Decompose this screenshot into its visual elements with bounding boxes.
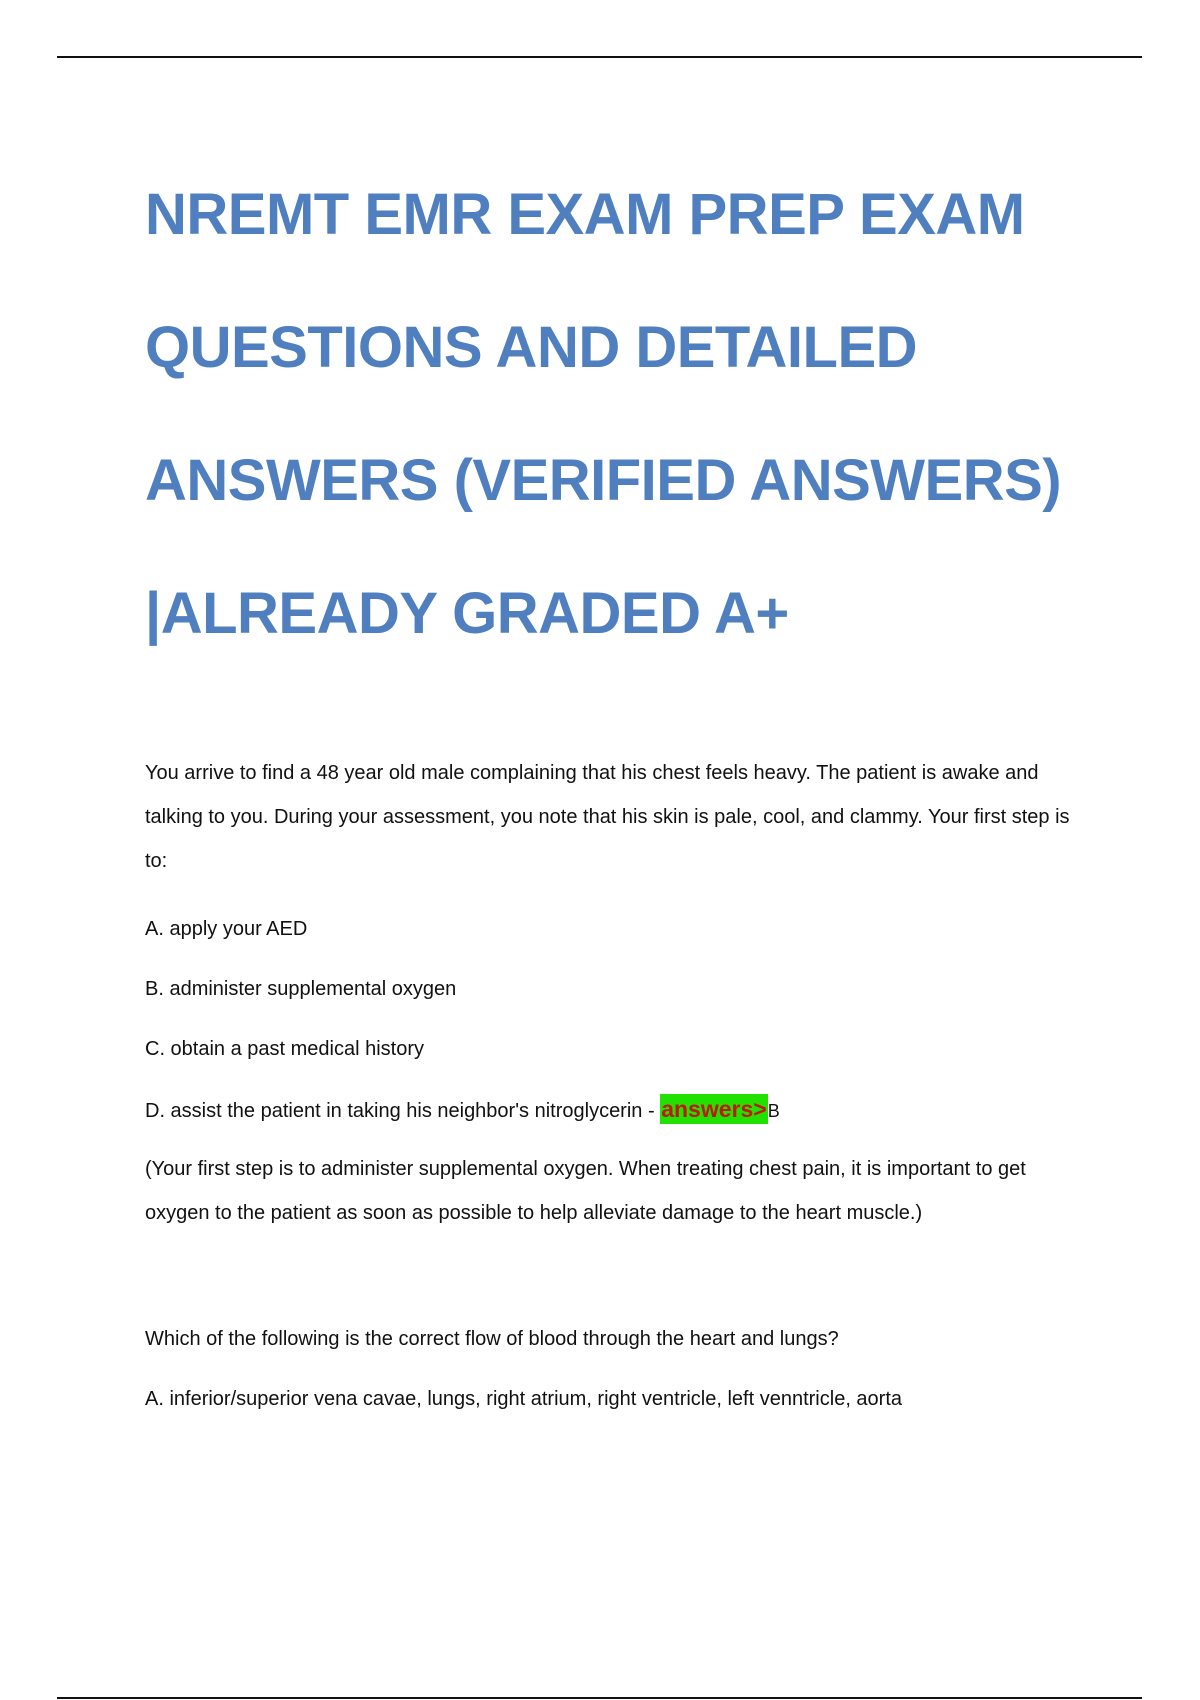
title-line-1: NREMT EMR EXAM PREP EXAM <box>145 182 1025 247</box>
question-1-option-a: A. apply your AED <box>145 918 308 940</box>
title-line-4: |ALREADY GRADED A+ <box>145 581 789 646</box>
title-line-2: QUESTIONS AND DETAILED <box>145 315 918 380</box>
question-1-option-b: B. administer supplemental oxygen <box>145 978 457 1000</box>
spacer <box>145 883 1095 899</box>
answer-highlight: answers> <box>661 1096 767 1122</box>
bottom-rule <box>57 1697 1142 1699</box>
question-1-explanation: (Your first step is to administer supplemental oxygen. When treating chest pain, it is important to get oxygen to the patient as soon as possible to help alleviate damage to the heart muscle.) <box>145 1158 1026 1224</box>
question-1-option-d <box>145 1079 1095 1139</box>
question-2-stem: Which of the following is the correct flow of blood through the heart and lungs? <box>145 1328 839 1350</box>
question-1-option-d-text: D. assist the patient in taking his neighbor's nitroglycerin - <box>145 1100 661 1122</box>
top-rule <box>57 56 1142 58</box>
question-1-option-c: C. obtain a past medical history <box>145 1038 425 1060</box>
document-body <box>145 751 1095 1429</box>
question-2-option-a: A. inferior/superior vena cavae, lungs, right atrium, right ventricle, left venntricle, aorta <box>145 1388 903 1410</box>
document-title <box>145 148 1105 680</box>
answer-letter: B <box>767 1101 780 1121</box>
question-1-stem: You arrive to find a 48 year old male complaining that his chest feels heavy. The patient is awake and talking to you. During your assessment, you note that his skin is pale, cool, and clammy. Your first step is to: <box>145 762 1070 872</box>
title-line-3: ANSWERS (VERIFIED ANSWERS) <box>145 448 1062 513</box>
